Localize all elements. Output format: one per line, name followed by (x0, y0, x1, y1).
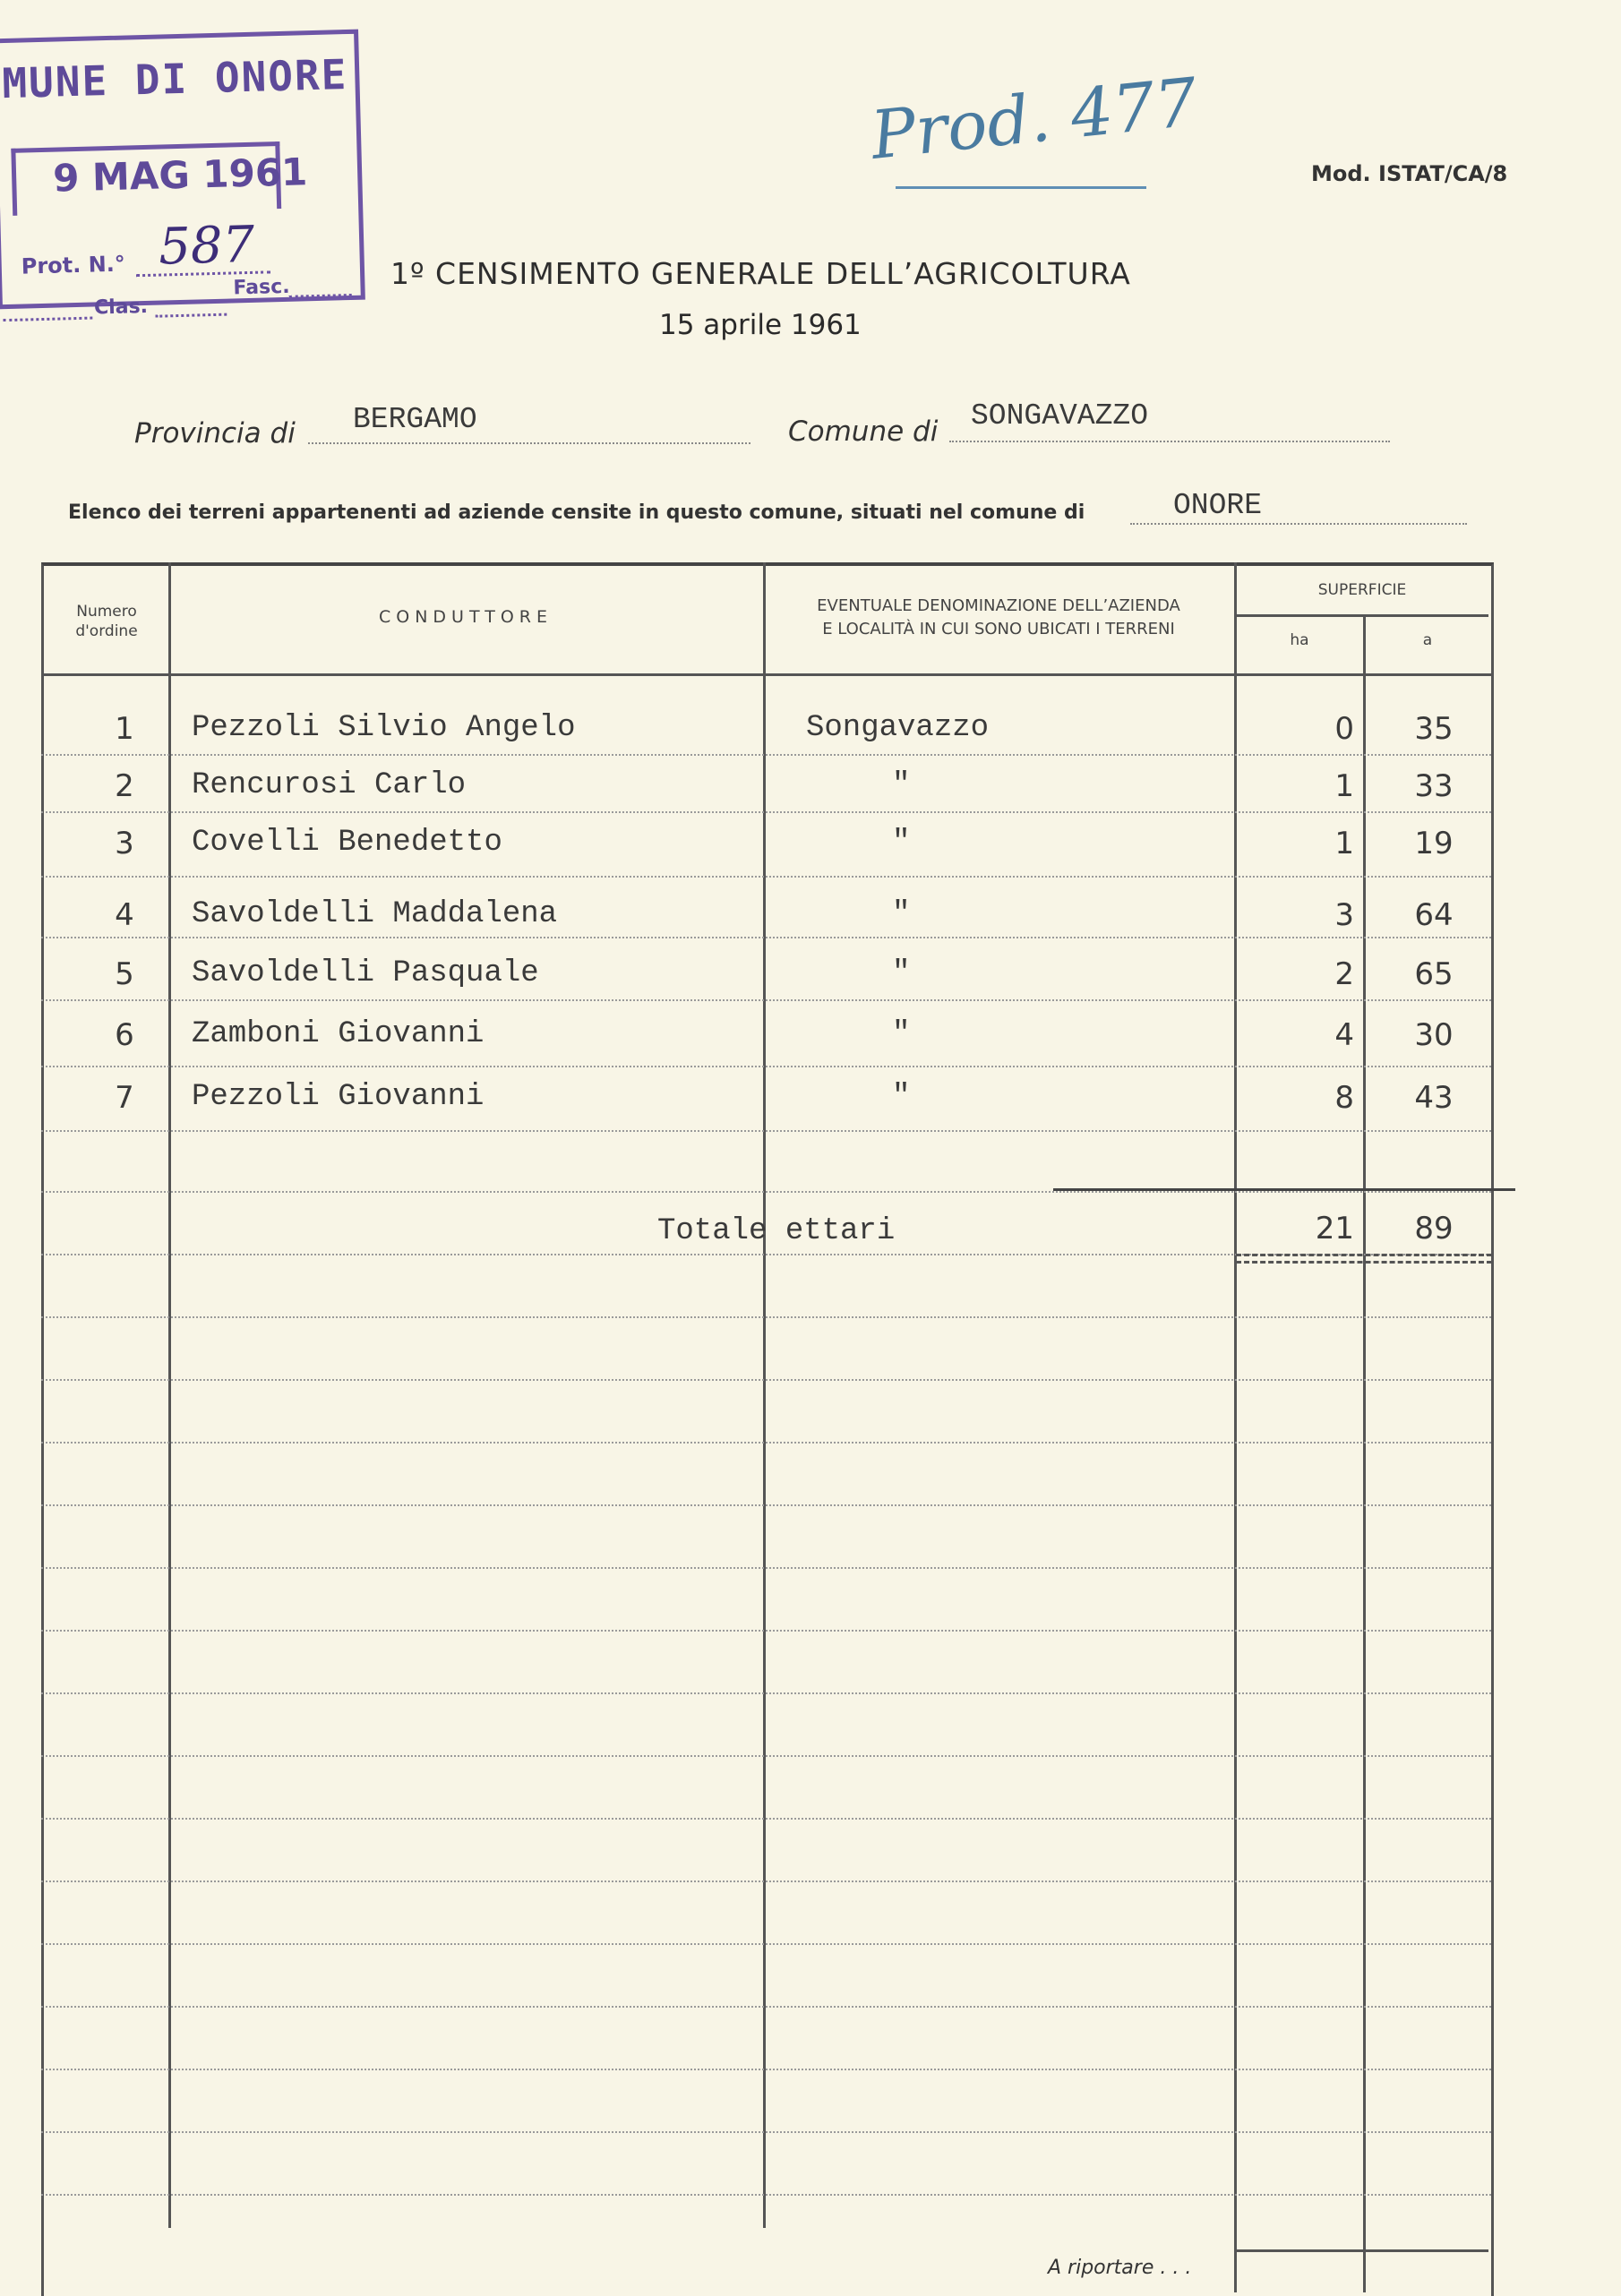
document-title: 1º CENSIMENTO GENERALE DELL’AGRICOLTURA (390, 256, 1131, 291)
total-rule (1053, 1188, 1515, 1191)
header-bottom-rule (41, 673, 1491, 676)
handwritten-underline (896, 186, 1146, 189)
comune-label: Comune di (788, 416, 939, 448)
stamp-dotted-line (155, 313, 227, 318)
row-localita: " (892, 1080, 911, 1114)
total-double-rule (1236, 1254, 1492, 1256)
row-rule (41, 1630, 1491, 1632)
total-ha: 21 (1315, 1211, 1354, 1247)
row-rule (41, 1191, 1491, 1193)
row-a: 30 (1414, 1017, 1454, 1053)
row-rule (41, 1504, 1491, 1506)
row-rule (41, 1442, 1491, 1444)
provincia-value: BERGAMO (353, 403, 477, 436)
row-number: 2 (115, 768, 134, 804)
provincia-dotted-line (308, 442, 750, 444)
a-riportare-label: A riportare . . . (1048, 2257, 1192, 2279)
table-column-divider (1234, 562, 1237, 2292)
provincia-label: Provincia di (134, 417, 296, 450)
row-conduttore: Covelli Benedetto (192, 826, 502, 860)
row-rule (41, 1880, 1491, 1882)
municipal-stamp (0, 30, 365, 320)
stamp-prot-label: Prot. N.° (21, 251, 126, 279)
stamp-fasc-label: Fasc. (233, 275, 290, 300)
row-conduttore: Pezzoli Giovanni (192, 1080, 485, 1114)
row-rule (41, 754, 1491, 756)
table-column-divider (1363, 614, 1366, 2292)
row-ha: 1 (1334, 768, 1354, 804)
row-rule (41, 876, 1491, 878)
stamp-dotted-line (3, 317, 92, 322)
row-rule (41, 999, 1491, 1001)
stamp-clas-label: Clas. (93, 295, 149, 320)
row-ha: 1 (1334, 826, 1354, 861)
row-number: 7 (115, 1080, 134, 1116)
row-rule (41, 2006, 1491, 2008)
row-rule (41, 2069, 1491, 2070)
row-conduttore: Savoldelli Maddalena (192, 897, 558, 931)
row-number: 3 (115, 826, 134, 861)
stamp-title: MUNE DI ONORE (1, 50, 349, 108)
riportare-rule (1234, 2249, 1488, 2252)
row-ha: 0 (1334, 711, 1354, 747)
row-rule (41, 937, 1491, 938)
stamp-dotted-line (289, 294, 352, 298)
stamp-date: 9 MAG 1961 (52, 150, 308, 201)
row-a: 65 (1414, 956, 1454, 992)
row-conduttore: Rencurosi Carlo (192, 768, 467, 802)
row-localita: " (892, 768, 911, 802)
row-rule (41, 1567, 1491, 1569)
header-a: a (1422, 631, 1433, 649)
handwritten-note: Prod. 477 (867, 64, 1201, 175)
row-a: 33 (1414, 768, 1454, 804)
stamp-prot-number: 587 (158, 215, 255, 277)
total-a: 89 (1414, 1211, 1454, 1247)
row-a: 35 (1414, 711, 1454, 747)
model-code: Mod. ISTAT/CA/8 (1311, 161, 1508, 186)
row-conduttore: Zamboni Giovanni (192, 1017, 485, 1051)
row-localita: " (892, 826, 911, 860)
row-rule (41, 1066, 1491, 1067)
row-number: 5 (115, 956, 134, 992)
row-rule (41, 2131, 1491, 2133)
superficie-header-rule (1234, 614, 1488, 617)
row-localita: " (892, 897, 911, 931)
land-table (41, 562, 1494, 2296)
header-conduttore: CONDUTTORE (378, 607, 553, 627)
row-rule (41, 1755, 1491, 1757)
row-a: 19 (1414, 826, 1454, 861)
row-rule (41, 1316, 1491, 1318)
row-conduttore: Pezzoli Silvio Angelo (192, 711, 576, 745)
row-rule (41, 2194, 1491, 2196)
document-date: 15 aprile 1961 (659, 309, 862, 341)
header-superficie: SUPERFICIE (1317, 581, 1407, 599)
row-rule (41, 1818, 1491, 1820)
comune-dotted-line (949, 441, 1390, 442)
elenco-comune-value: ONORE (1173, 489, 1263, 522)
row-conduttore: Savoldelli Pasquale (192, 956, 539, 990)
row-number: 6 (115, 1017, 134, 1053)
header-numero: Numero d'ordine (75, 603, 138, 640)
row-rule (41, 811, 1491, 813)
header-localita: EVENTUALE DENOMINAZIONE DELL’AZIENDA E LOCALITÀ IN CUI SONO UBICATI I TERRENI (817, 596, 1180, 638)
row-localita: " (892, 956, 911, 990)
elenco-label: Elenco dei terreni appartenenti ad aziende censite in questo comune, situati nel comune di (68, 501, 1085, 524)
row-rule (41, 1130, 1491, 1132)
row-ha: 8 (1334, 1080, 1354, 1116)
row-rule (41, 1379, 1491, 1381)
elenco-dotted-line (1130, 523, 1467, 525)
row-ha: 2 (1334, 956, 1354, 992)
row-rule (41, 1692, 1491, 1694)
row-a: 64 (1414, 897, 1454, 933)
total-double-rule (1236, 1261, 1492, 1264)
header-ha: ha (1290, 631, 1309, 649)
comune-value: SONGAVAZZO (971, 399, 1149, 433)
row-a: 43 (1414, 1080, 1454, 1116)
row-localita: " (892, 1017, 911, 1051)
row-localita: Songavazzo (806, 711, 990, 745)
row-ha: 3 (1334, 897, 1354, 933)
row-ha: 4 (1334, 1017, 1354, 1053)
total-label: Totale ettari (657, 1214, 896, 1248)
row-number: 1 (115, 711, 134, 747)
row-rule (41, 1943, 1491, 1945)
row-number: 4 (115, 897, 134, 933)
